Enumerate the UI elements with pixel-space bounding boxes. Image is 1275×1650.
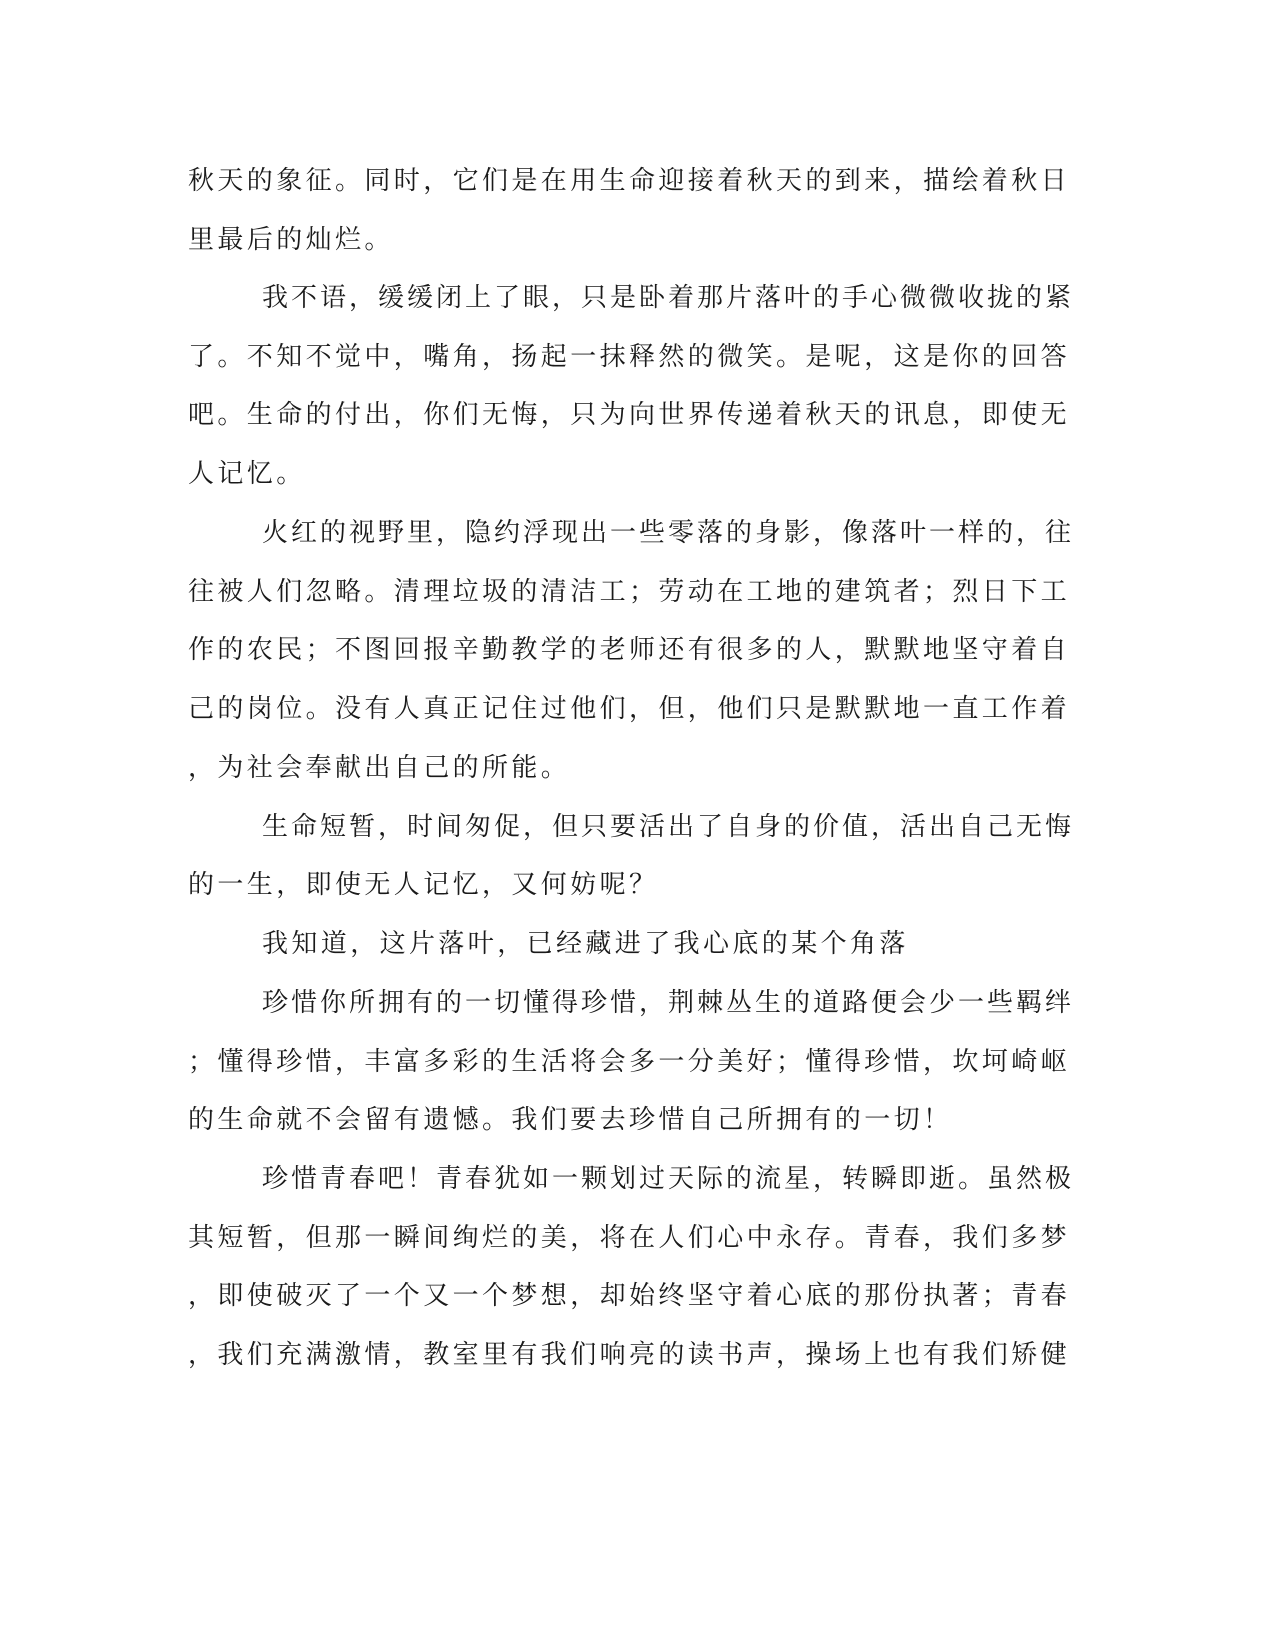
- paragraph-3-line-4: 己的岗位。没有人真正记住过他们，但，他们只是默默地一直工作着: [188, 694, 1071, 724]
- paragraph-3-line-3: 作的农民；不图回报辛勤教学的老师还有很多的人，默默地坚守着自: [188, 635, 1071, 665]
- paragraph-3-line-5: ，为社会奉献出自己的所能。: [188, 753, 571, 783]
- paragraph-6-line-2: ；懂得珍惜，丰富多彩的生活将会多一分美好；懂得珍惜，坎坷崎岖: [188, 1047, 1071, 1077]
- paragraph-2-line-1: 我不语，缓缓闭上了眼，只是卧着那片落叶的手心微微收拢的紧: [262, 283, 1075, 313]
- paragraph-3-line-1: 火红的视野里，隐约浮现出一些零落的身影，像落叶一样的，往: [262, 518, 1075, 548]
- paragraph-1-line-1: 秋天的象征。同时，它们是在用生命迎接着秋天的到来，描绘着秋日: [188, 166, 1071, 196]
- paragraph-7-line-1: 珍惜青春吧！青春犹如一颗划过天际的流星，转瞬即逝。虽然极: [262, 1164, 1075, 1194]
- paragraph-6-line-1: 珍惜你所拥有的一切懂得珍惜，荆棘丛生的道路便会少一些羁绊: [262, 988, 1075, 1018]
- paragraph-6-line-3: 的生命就不会留有遗憾。我们要去珍惜自己所拥有的一切！: [188, 1105, 953, 1135]
- paragraph-4-line-1: 生命短暂，时间匆促，但只要活出了自身的价值，活出自己无悔: [262, 812, 1075, 842]
- paragraph-3-line-2: 往被人们忽略。清理垃圾的清洁工；劳动在工地的建筑者；烈日下工: [188, 577, 1071, 607]
- paragraph-1-line-2: 里最后的灿烂。: [188, 225, 394, 255]
- paragraph-7-line-2: 其短暂，但那一瞬间绚烂的美，将在人们心中永存。青春，我们多梦: [188, 1223, 1071, 1253]
- paragraph-7-line-3: ，即使破灭了一个又一个梦想，却始终坚守着心底的那份执著；青春: [188, 1281, 1071, 1311]
- paragraph-7-line-4: ，我们充满激情，教室里有我们响亮的读书声，操场上也有我们矫健: [188, 1340, 1071, 1370]
- paragraph-2-line-4: 人记忆。: [188, 459, 306, 489]
- paragraph-2-line-2: 了。不知不觉中，嘴角，扬起一抹释然的微笑。是呢，这是你的回答: [188, 342, 1071, 372]
- paragraph-4-line-2: 的一生，即使无人记忆，又何妨呢？: [188, 870, 659, 900]
- paragraph-5-line-1: 我知道，这片落叶，已经藏进了我心底的某个角落: [262, 929, 909, 959]
- paragraph-2-line-3: 吧。生命的付出，你们无悔，只为向世界传递着秋天的讯息，即使无: [188, 400, 1071, 430]
